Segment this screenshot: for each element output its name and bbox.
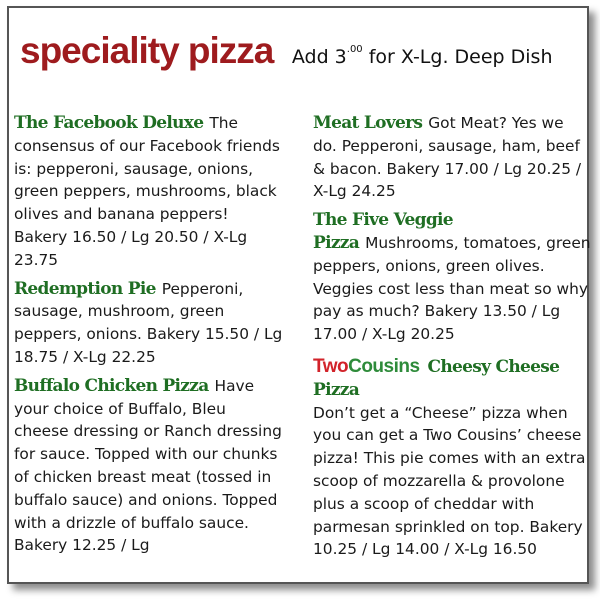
menu-item-five-veggie-pizza	[313, 209, 591, 346]
item-name: The Facebook Deluxe	[14, 113, 204, 133]
item-description: Pepperoni, sausage, mushroom, green peppers, onions. Bakery 15.50 / Lg 18.75 / X-Lg 22.25	[14, 279, 283, 366]
menu-item-buffalo-chicken-pizza	[14, 375, 284, 557]
section-title: speciality pizza	[20, 30, 274, 71]
deep-dish-note	[292, 46, 553, 68]
item-description: Have your choice of Buffalo, Bleu cheese dressing or Ranch dressing for sauce. Topped with our chunks of chicken breast meat (tossed in buffalo sauce) and onions. Topped with a drizzle of buffalo sauce. Bakery 12.25 / Lg	[14, 376, 282, 555]
menu-item-facebook-deluxe	[14, 112, 284, 272]
deep-dish-note-prefix: Add 3	[291, 46, 347, 68]
menu-item-cheesy-cheese-pizza	[313, 356, 591, 561]
item-description: Mushrooms, tomatoes, green peppers, onions, green olives. Veggies cost less than meat so why pay as much? Bakery 13.50 / Lg 17.00 / X-Lg 20.25	[313, 233, 591, 344]
left-column	[14, 112, 284, 563]
logo-text-two: Two	[313, 355, 349, 377]
menu-header	[20, 30, 553, 72]
item-name: Redemption Pie	[14, 278, 156, 299]
item-name: Cheesy Cheese Pizza	[313, 356, 560, 400]
logo-text-cousins: Cousins	[348, 355, 420, 377]
item-description: The consensus of our Facebook friends is: pepperoni, sausage, onions, green peppers, mushrooms, black olives and banana peppers! Bakery 16.50 / Lg 20.50 / X-Lg 23.75	[14, 114, 280, 269]
item-name: The Five Veggie Pizza	[313, 210, 453, 253]
deep-dish-note-cents: .00	[346, 44, 363, 55]
item-name: Buffalo Chicken Pizza	[14, 375, 209, 396]
deep-dish-note-suffix: for X-Lg. Deep Dish	[362, 46, 553, 68]
menu-item-meat-lovers	[313, 112, 591, 203]
two-cousins-logo	[313, 356, 420, 377]
right-column	[313, 112, 591, 567]
item-description: Don’t get a “Cheese” pizza when you can get a Two Cousins’ cheese pizza! This pie comes with an extra scoop of mozzarella & provolone plus a scoop of cheddar with parmesan sprinkled on top. Bakery 10.25 / Lg 14.00 / X-Lg 16.50	[313, 403, 586, 559]
item-name: Meat Lovers	[313, 113, 423, 133]
item-description: Got Meat? Yes we do. Pepperoni, sausage, ham, beef & bacon. Bakery 17.00 / Lg 20.25 / X-Lg 24.25	[313, 114, 582, 201]
menu-item-redemption-pie	[14, 278, 284, 369]
